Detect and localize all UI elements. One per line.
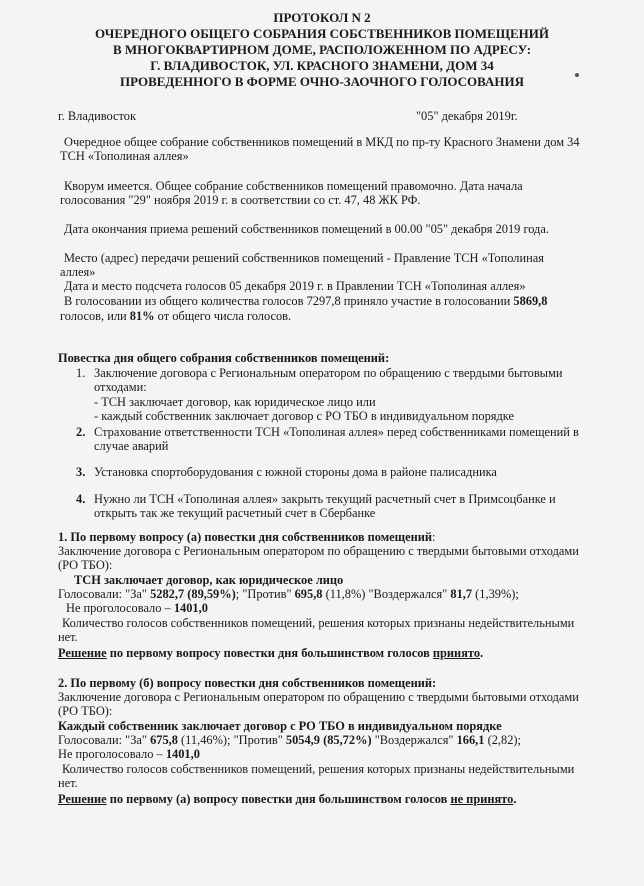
title-line-5: ПРОВЕДЕННОГО В ФОРМЕ ОЧНО-ЗАОЧНОГО ГОЛОСОВАНИЯ [120, 74, 524, 89]
agenda-item-1-number: 1. [76, 366, 86, 380]
agenda-item-1-option-a: - ТСН заключает договор, как юридическое лицо или [94, 395, 376, 409]
agenda-item-1-line-1: Заключение договора с Региональным оператором по обращению с твердыми бытовыми [94, 366, 563, 380]
q1-decision-result: принято [432, 646, 481, 660]
q1-votes-against: 695,8 [294, 587, 323, 601]
agenda-item-1-option-b: - каждый собственник заключает договор с РО ТБО в индивидуальном порядке [94, 409, 515, 423]
document-date: "05" декабря 2019г. [416, 109, 518, 123]
q1-decision-end: . [480, 646, 484, 660]
q2-decision [58, 792, 516, 806]
end-date: Дата окончания приема решений собственников помещений в 00.00 "05" декабря 2019 года. [64, 222, 549, 236]
q1-votes [58, 587, 519, 601]
agenda-item-4-line-2: открыть так же текущий расчетный счет в Сбербанке [94, 506, 376, 520]
scan-speck [575, 73, 579, 77]
q2-votes [58, 733, 521, 747]
q1-against-label: ; "Против" [235, 587, 295, 601]
q1-invalid-line-1: Количество голосов собственников помещений, решения которых признаны недействительными [62, 616, 575, 630]
q1-decision-word: Решение [58, 646, 107, 660]
participation-value: 5869,8 [513, 294, 548, 308]
place-line-1: Место (адрес) передачи решений собственников помещений - Правление ТСН «Тополиная [64, 251, 544, 265]
q1-decision-text: по первому вопросу повестки дня большинством голосов [106, 646, 433, 660]
q1-invalid-line-2: нет. [58, 630, 78, 644]
intro-line-1: Очередное общее собрание собственников помещений в МКД по пр-ту Красного Знамени дом 34 [64, 135, 580, 149]
q2-votes-against-pct: (85,72%) [323, 733, 372, 747]
quorum-line-2: голосования "29" ноября 2019 г. в соответствии со ст. 47, 48 ЖК РФ. [60, 193, 421, 207]
q2-decision-end: . [513, 792, 517, 806]
q2-not-voted-label: Не проголосовало – [58, 747, 166, 761]
q2-votes-against: 5054,9 [285, 733, 320, 747]
participation-text-3: от общего числа голосов. [154, 309, 292, 323]
q1-votes-label: Голосовали: "За" [58, 587, 151, 601]
title-line-2: ОЧЕРЕДНОГО ОБЩЕГО СОБРАНИЯ СОБСТВЕННИКОВ ПОМЕЩЕНИЙ [95, 26, 549, 41]
q2-votes-for: 675,8 [150, 733, 178, 747]
document-title [40, 10, 604, 90]
q1-option: ТСН заключает договор, как юридическое лицо [74, 573, 344, 587]
title-line-1: ПРОТОКОЛ N 2 [273, 10, 371, 25]
q2-votes-label: Голосовали: "За" [58, 733, 151, 747]
q1-abstained-pct: (1,39%); [472, 587, 519, 601]
agenda-item-2-number: 2. [76, 425, 86, 439]
participation-line-1 [64, 294, 547, 308]
participation-text-2: голосов, или [60, 309, 130, 323]
q1-decision [58, 646, 483, 660]
place-line-2: аллея» [60, 265, 96, 279]
q2-heading: 2. По первому (б) вопросу повестки дня собственников помещений: [58, 676, 437, 690]
q2-invalid-line-1: Количество голосов собственников помещений, решения которых признаны недействительными [62, 762, 575, 776]
q1-heading-colon: : [432, 530, 436, 544]
q2-option: Каждый собственник заключает договор с РО ТБО в индивидуальном порядке [58, 719, 502, 733]
q1-heading [58, 530, 436, 544]
q2-not-voted-value: 1401,0 [165, 747, 200, 761]
q2-decision-word: Решение [58, 792, 107, 806]
q1-topic-line-2: (РО ТБО): [58, 558, 113, 572]
q1-votes-abstained: 81,7 [450, 587, 473, 601]
city: г. Владивосток [58, 109, 136, 123]
count-place: Дата и место подсчета голосов 05 декабря 2019 г. в Правлении ТСН «Тополиная аллея» [64, 279, 526, 293]
q2-abstained-pct: (2,82); [484, 733, 521, 747]
q2-decision-text: по первому (а) вопросу повестки дня большинством голосов [106, 792, 451, 806]
quorum-line-1: Кворум имеется. Общее собрание собственников помещений правомочно. Дата начала [64, 179, 523, 193]
q1-heading-text: 1. По первому вопросу (а) повестки дня собственников помещений [58, 530, 433, 544]
participation-percent: 81% [129, 309, 155, 323]
q2-abstained-label: "Воздержался" [371, 733, 457, 747]
q2-topic-line-2: (РО ТБО): [58, 704, 113, 718]
agenda-item-3-line-1: Установка спортоборудования с южной стороны дома в районе палисадника [94, 465, 497, 479]
q1-topic-line-1: Заключение договора с Региональным оператором по обращению с твердыми бытовыми отходами [58, 544, 579, 558]
q1-votes-for-pct: (89,59%) [187, 587, 236, 601]
agenda-heading: Повестка дня общего собрания собственников помещений: [58, 351, 390, 365]
q1-not-voted-label: Не проголосовало – [66, 601, 174, 615]
q2-votes-abstained: 166,1 [456, 733, 485, 747]
agenda-item-2-line-2: случае аварий [94, 439, 169, 453]
agenda-item-4-number: 4. [76, 492, 86, 506]
q2-invalid-line-2: нет. [58, 776, 78, 790]
q2-topic-line-1: Заключение договора с Региональным оператором по обращению с твердыми бытовыми отходами [58, 690, 579, 704]
q1-not-voted-value: 1401,0 [173, 601, 208, 615]
agenda-item-1-line-2: отходами: [94, 380, 147, 394]
intro-line-2: ТСН «Тополиная аллея» [60, 149, 189, 163]
participation-text: В голосовании из общего количества голосов 7297,8 приняло участие в голосовании [64, 294, 514, 308]
title-line-3: В МНОГОКВАРТИРНОМ ДОМЕ, РАСПОЛОЖЕННОМ ПО АДРЕСУ: [112, 42, 532, 57]
agenda-item-3-number: 3. [76, 465, 86, 479]
q1-not-voted [66, 601, 208, 615]
q2-not-voted [58, 747, 200, 761]
agenda-item-2-line-1: Страхование ответственности ТСН «Тополиная аллея» перед собственниками помещений в [94, 425, 579, 439]
q2-decision-result: не принято [450, 792, 514, 806]
participation-line-2 [60, 309, 291, 323]
agenda-item-4-line-1: Нужно ли ТСН «Тополиная аллея» закрыть текущий расчетный счет в Примсоцбанке и [94, 492, 556, 506]
q2-for-pct: (11,46%); "Против" [177, 733, 286, 747]
q1-votes-for: 5282,7 [150, 587, 185, 601]
q1-against-pct: (11,8%) "Воздержался" [322, 587, 451, 601]
title-line-4: Г. ВЛАДИВОСТОК, УЛ. КРАСНОГО ЗНАМЕНИ, ДОМ 34 [150, 58, 494, 73]
